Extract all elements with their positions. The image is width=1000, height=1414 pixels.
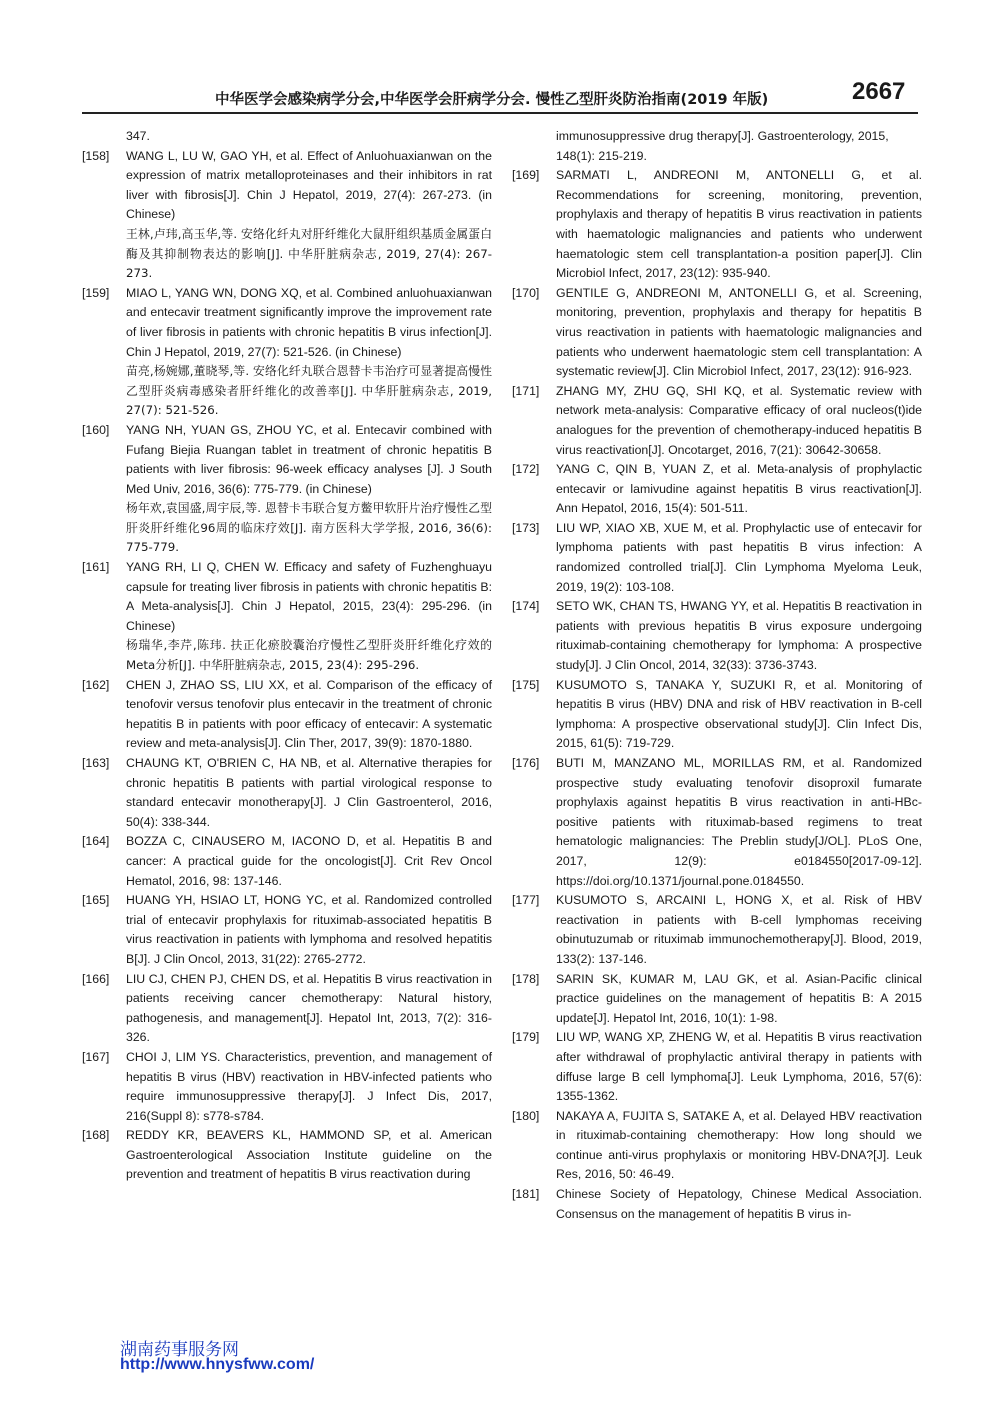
running-title: 中华医学会感染病学分会,中华医学会肝病学分会. 慢性乙型肝炎防治指南(2019 年版) <box>215 92 769 108</box>
reference-number: [178] <box>512 971 540 986</box>
reference-item <box>512 284 922 382</box>
reference-text: HUANG YH, HSIAO LT, HONG YC, et al. Randomized controlled trial of entecavir prophylaxis for rituximab-associated hepatitis B virus reactivation in patients with lymphoma and resolved hepatitis B[J]. J Clin Oncol, 2013, 31(22): 2765-2772. <box>126 893 492 966</box>
reference-text: BOZZA C, CINAUSERO M, IACONO D, et al. Hepatitis B and cancer: A practical guide for the oncologist[J]. Crit Rev Oncol Hematol, 2016, 98: 137-146. <box>126 834 492 888</box>
reference-text: LIU WP, XIAO XB, XUE M, et al. Prophylactic use of entecavir for lymphoma patients with past hepatitis B virus infection: A randomized controlled trial[J]. Clin Lymphoma Myeloma Leuk, 2019, 19(2): 103-108. <box>556 520 922 594</box>
reference-item <box>512 1028 922 1106</box>
reference-text: KUSUMOTO S, ARCAINI L, HONG X, et al. Risk of HBV reactivation in patients with B-cell lymphomas receiving obinutuzumab or rituximab immunochemotherapy[J]. Blood, 2019, 133(2): 137-146. <box>556 893 922 966</box>
reference-text: YANG NH, YUAN GS, ZHOU YC, et al. Entecavir combined with Fufang Biejia Ruangan tablet in treatment of chronic hepatitis B patients with liver fibrosis: 96-week efficacy analyses [J]. J South Med Univ, 2016, 36(6): 775-779. (in Chinese) <box>126 422 492 496</box>
reference-text: Chinese Society of Hepatology, Chinese Medical Association. Consensus on the management of hepatitis B virus in- <box>556 1187 922 1221</box>
reference-chinese-text: 苗亮,杨婉娜,董晓琴,等. 安络化纤丸联合恩替卡韦治疗可显著提高慢性乙型肝炎病毒感染者肝纤维化的改善率[J]. 中华肝脏病杂志, 2019, 27(7): 521-526. <box>126 364 492 418</box>
reference-item <box>512 676 922 754</box>
reference-number: [166] <box>82 971 110 986</box>
reference-number: [161] <box>82 560 110 575</box>
reference-chinese-text: 杨年欢,袁国盛,周宇辰,等. 恩替卡韦联合复方鳖甲软肝片治疗慢性乙型肝炎肝纤维化96周的临床疗效[J]. 南方医科大学学报, 2016, 36(6): 775-779. <box>126 501 492 555</box>
reference-item <box>512 1107 922 1185</box>
reference-text: SETO WK, CHAN TS, HWANG YY, et al. Hepatitis B reactivation in patients with previous hepatitis B virus exposure undergoing rituximab-containing chemotherapy for lymphoma: A prospective study[J]. J Clin Oncol, 2014, 32(33): 3736-3743. <box>556 599 922 673</box>
reference-number: [164] <box>82 834 110 849</box>
reference-number: [159] <box>82 285 110 300</box>
reference-number: [158] <box>82 148 110 163</box>
reference-item <box>82 891 492 969</box>
header-rule <box>82 112 918 114</box>
reference-number: [177] <box>512 893 540 908</box>
reference-chinese-text: 杨瑞华,李芹,陈玮. 扶正化瘀胶囊治疗慢性乙型肝炎肝纤维化疗效的Meta分析[J]. 中华肝脏病杂志, 2015, 23(4): 295-296. <box>126 638 492 673</box>
reference-number: [173] <box>512 520 540 535</box>
reference-number: [169] <box>512 168 540 183</box>
reference-text: MIAO L, YANG WN, DONG XQ, et al. Combined anluohuaxianwan and entecavir treatment significantly improve the improvement rate of liver fibrosis in patients with chronic hepatitis B virus infection[J]. Chin J Hepatol, 2019, 27(7): 521-526. (in Chinese) <box>126 285 492 359</box>
reference-number: [170] <box>512 285 540 300</box>
right-column <box>512 127 922 1224</box>
reference-item <box>512 382 922 460</box>
reference-text: CHOI J, LIM YS. Characteristics, prevention, and management of hepatitis B virus (HBV) reactivation in HBV-infected patients who require immunosuppressive therapy[J]. J Infect Dis, 2017, 216(Suppl 8): s778-s784. <box>126 1049 492 1123</box>
reference-item <box>512 1185 922 1224</box>
reference-text: SARIN SK, KUMAR M, LAU GK, et al. Asian-Pacific clinical practice guidelines on the management of hepatitis B: A 2015 update[J]. Hepatol Int, 2016, 10(1): 1-98. <box>556 971 922 1025</box>
reference-item <box>82 558 492 676</box>
reference-continuation: immunosuppressive drug therapy[J]. Gastroenterology, 2015, 148(1): 215-219. <box>556 129 889 163</box>
reference-text: NAKAYA A, FUJITA S, SATAKE A, et al. Delayed HBV reactivation in rituximab-containing chemotherapy: How long should we continue anti-virus prophylaxis or monitoring HBV-DNA?[J]. Leuk Res, 2016, 50: 46-49. <box>556 1108 922 1182</box>
reference-number: [179] <box>512 1030 540 1045</box>
reference-text: YANG RH, LI Q, CHEN W. Efficacy and safety of Fuzhenghuayu capsule for treating liver fibrosis in patients with chronic hepatitis B: A Meta-analysis[J]. Chin J Hepatol, 2015, 23(4): 295-296. (in Chinese) <box>126 560 492 633</box>
left-column <box>82 127 492 1185</box>
reference-text: KUSUMOTO S, TANAKA Y, SUZUKI R, et al. Monitoring of hepatitis B virus (HBV) DNA and risk of HBV reactivation in B-cell lymphoma: A prospective observational study[J]. Clin Infect Dis, 2015, 61(5): 719-729. <box>556 677 922 751</box>
reference-item <box>82 284 492 421</box>
reference-text: REDDY KR, BEAVERS KL, HAMMOND SP, et al. American Gastroenterological Association Institute guideline on the prevention and treatment of hepatitis B virus reactivation during <box>126 1128 492 1182</box>
reference-text: LIU CJ, CHEN PJ, CHEN DS, et al. Hepatitis B virus reactivation in patients receiving cancer chemotherapy: Natural history, pathogenesis, and management[J]. Hepatol Int, 2013, 7(2): 316-326. <box>126 971 492 1045</box>
reference-item <box>82 147 492 284</box>
reference-text: SARMATI L, ANDREONI M, ANTONELLI G, et al. Recommendations for screening, monitoring, prevention, prophylaxis and therapy of hepatitis B virus reactivation in patients with haematologic malignancies and patients who underwent haematologic stem cell transplantation-a position paper[J]. Clin Microbiol Infect, 2017, 23(12): 935-940. <box>556 168 922 281</box>
reference-number: [160] <box>82 422 110 437</box>
reference-number: [175] <box>512 677 540 692</box>
reference-item <box>512 891 922 969</box>
reference-text: WANG L, LU W, GAO YH, et al. Effect of Anluohuaxianwan on the expression of matrix metalloproteinases and their inhibitors in rat liver with fibrosis[J]. Chin J Hepatol, 2019, 27(4): 267-273. (in Chinese) <box>126 148 492 222</box>
reference-item <box>82 421 492 558</box>
reference-item <box>512 460 922 519</box>
reference-number: [163] <box>82 756 110 770</box>
reference-number: [181] <box>512 1187 540 1202</box>
reference-text: LIU WP, WANG XP, ZHENG W, et al. Hepatitis B virus reactivation after withdrawal of prophylactic antiviral therapy in patients with diffuse large B cell lymphoma[J]. Leuk Lymphoma, 2016, 57(6): 1355-1362. <box>556 1030 922 1104</box>
reference-item <box>82 832 492 891</box>
reference-number: [167] <box>82 1049 110 1064</box>
reference-number: [172] <box>512 462 540 477</box>
reference-item <box>82 1048 492 1126</box>
reference-item <box>512 597 922 675</box>
reference-number: [171] <box>512 383 540 398</box>
reference-number: [180] <box>512 1108 540 1123</box>
reference-item <box>512 166 922 284</box>
reference-continuation: 347. <box>126 129 150 143</box>
reference-number: [165] <box>82 893 110 908</box>
reference-number: [174] <box>512 599 540 614</box>
reference-number: [162] <box>82 677 110 692</box>
reference-text: CHEN J, ZHAO SS, LIU XX, et al. Comparison of the efficacy of tenofovir versus tenofovir plus entecavir in the treatment of chronic hepatitis B in patients with poor efficacy of entecavir: A systematic review and meta-analysis[J]. Clin Ther, 2017, 39(9): 1870-1880. <box>126 677 492 751</box>
reference-item <box>82 754 492 832</box>
reference-text: BUTI M, MANZANO ML, MORILLAS RM, et al. Randomized prospective study evaluating tenofovir disoproxil fumarate prophylaxis against hepatitis B virus reactivation in anti-HBc-positive patients with rituximab-based regimens to treat hematologic malignancies: The Preblin study[J/OL]. PLoS One, 2017, 12(9): e0184550[2017-09-12]. https://doi.org/10.1371/journal.pone.0184550. <box>556 756 922 888</box>
reference-text: GENTILE G, ANDREONI M, ANTONELLI G, et al. Screening, monitoring, prevention, prophylaxis and therapy for hepatitis B virus reactivation in patients with haematologic malignancies and patients who underwent haematologic stem cell transplantation: A systematic review[J]. Clin Microbiol Infect, 2017, 23(12): 916-923. <box>556 285 922 379</box>
reference-text: ZHANG MY, ZHU GQ, SHI KQ, et al. Systematic review with network meta-analysis: Comparative efficacy of oral nucleos(t)ide analogues for the prevention of chemotherapy-induced hepatitis B virus reactivation[J]. Oncotarget, 2016, 7(21): 30642-30658. <box>556 383 922 457</box>
reference-text: YANG C, QIN B, YUAN Z, et al. Meta-analysis of prophylactic entecavir or lamivudine against hepatitis B virus reactivation[J]. Ann Hepatol, 2016, 15(4): 501-511. <box>556 462 922 516</box>
reference-item <box>82 676 492 754</box>
page-number: 2667 <box>852 78 906 105</box>
reference-item <box>512 754 922 891</box>
footer-url-link[interactable]: http://www.hnysfww.com/ <box>120 1356 315 1373</box>
footer-site-name: 湖南药事服务网 <box>120 1340 239 1360</box>
reference-item <box>82 970 492 1048</box>
reference-item <box>512 970 922 1029</box>
reference-item <box>82 1126 492 1185</box>
reference-chinese-text: 王林,卢玮,高玉华,等. 安络化纤丸对肝纤维化大鼠肝组织基质金属蛋白酶及其抑制物表达的影响[J]. 中华肝脏病杂志, 2019, 27(4): 267-273. <box>126 226 492 281</box>
reference-text: CHAUNG KT, O'BRIEN C, HA NB, et al. Alternative therapies for chronic hepatitis B patients with partial virological response to standard entecavir monotherapy[J]. J Clin Gastroenterol, 2016, 50(4): 338-344. <box>126 756 492 829</box>
reference-number: [168] <box>82 1128 110 1143</box>
reference-item <box>512 519 922 597</box>
reference-number: [176] <box>512 756 540 770</box>
